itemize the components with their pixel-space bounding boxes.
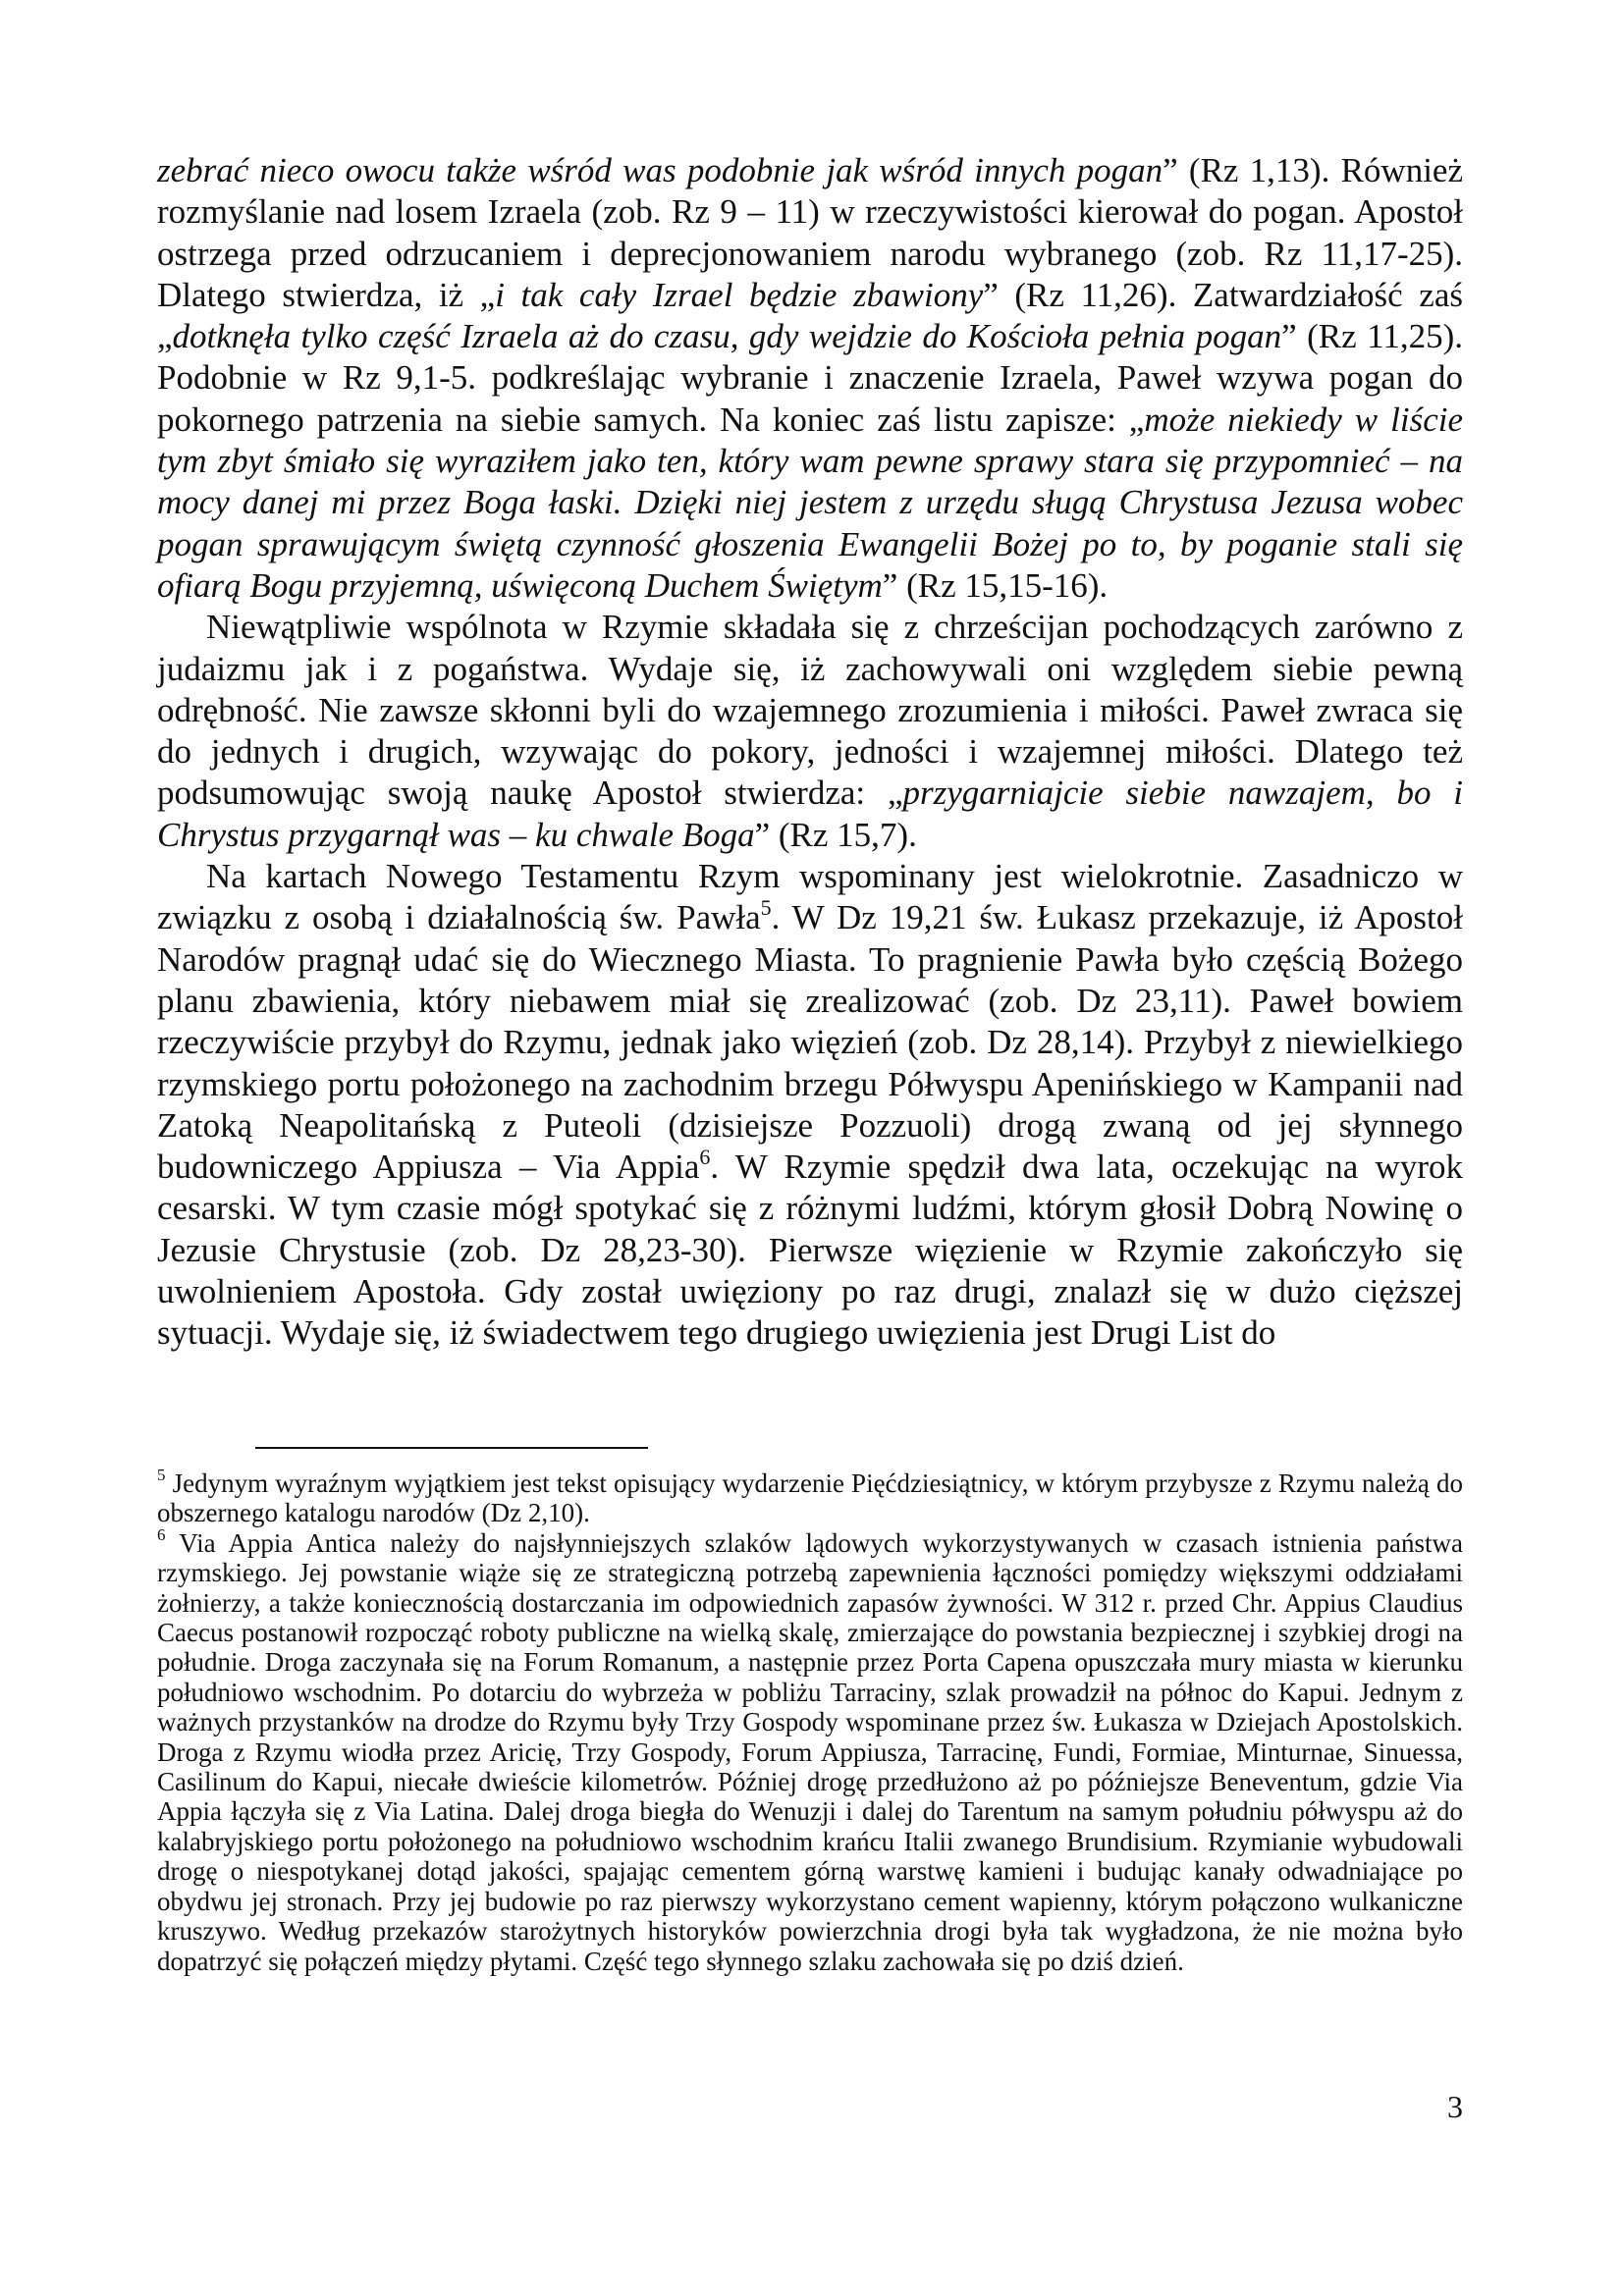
paragraph-2: [157, 607, 1463, 856]
footnote-marker: 5: [157, 1466, 166, 1484]
paragraph-1: [157, 150, 1463, 607]
footnote-text: Jedynym wyraźnym wyjątkiem jest tekst opisujący wydarzenie Pięćdziesiątnicy, w którym przybysze z Rzymu należą do obszernego katalogu narodów (Dz 2,10).: [157, 1468, 1463, 1528]
footnote-ref-5[interactable]: 5: [760, 895, 772, 921]
italic-quote: może niekiedy w liście tym zbyt śmiało się wyraziłem jako ten, który wam pewne sprawy stara się przypomnieć – na mocy danej mi przez Boga łaski. Dzięki niej jestem z urzędu sługą Chrystusa Jezusa wobec pogan sprawującym świętą czynność głoszenia Ewangelii Bożej po to, by poganie stali się ofiarą Bogu przyjemną, uświęconą Duchem Świętym: [157, 400, 1463, 605]
text-run: . W Rzymie spędził dwa lata, oczekując na wyrok cesarski. W tym czasie mógł spotykać się z różnymi ludźmi, którym głosił Dobrą Nowinę o Jezusie Chrystusie (zob. Dz 28,23-30). Pierwsze więzienie w Rzymie zakończyło się uwolnieniem Apostoła. Gdy został uwięziony po raz drugi, znalazł się w dużo cięższej sytuacji. Wydaje się, iż świadectwem tego drugiego uwięzienia jest Drugi List do: [157, 1148, 1463, 1353]
footnote-text: Via Appia Antica należy do najsłynniejszych szlaków lądowych wykorzystywanych w czasach istnienia państwa rzymskiego. Jej powstanie wiąże się ze strategiczną potrzebą zapewnienia łączności pomiędzy większymi oddziałami żołnierzy, a także koniecznością dostarczania im odpowiednich zapasów żywności. W 312 r. przed Chr. Appius Claudius Caecus postanowił rozpocząć roboty publiczne na wielką skalę, zmierzające do powstania bezpiecznej i szybkiej drogi na południe. Droga zaczynała się na Forum Romanum, a następnie przez Porta Capena opuszczała mury miasta w kierunku południowo wschodnim. Po dotarciu do wybrzeża w pobliżu Tarraciny, szlak prowadził na północ do Kapui. Jednym z ważnych przystanków na drodze do Rzymu były Trzy Gospody wspominane przez św. Łukasza w Dziejach Apostolskich. Droga z Rzymu wiodła przez Aricię, Trzy Gospody, Forum Appiusza, Tarracinę, Fundi, Formiae, Minturnae, Sinuessa, Casilinum do Kapui, niecałe dwieście kilometrów. Później drogę przedłużono aż po późniejsze Beneventum, gdzie Via Appia łączyła się z Via Latina. Dalej droga biegła do Wenuzji i dalej do Tarentum na samym południu półwyspu aż do kalabryjskiego portu położonego na południowo wschodnim krańcu Italii zwanego Brundisium. Rzymianie wybudowali drogę o niespotykanej dotąd jakości, spajając cementem górną warstwę kamieni i budując kanały odwadniające po obydwu jej stronach. Przy jej budowie po raz pierwszy wykorzystano cement wapienny, którym połączono wulkaniczne kruszywo. Według przekazów starożytnych historyków powierzchnia drogi była tak wygładzona, że nie można było dopatrzyć się połączeń między płytami. Część tego słynnego szlaku zachowała się po dziś dzień.: [157, 1527, 1463, 1976]
main-text: [157, 150, 1463, 1355]
footnotes: [157, 1468, 1463, 1976]
footnote-5: [157, 1468, 1463, 1528]
italic-quote: zebrać nieco owocu także wśród was podobnie jak wśród innych pogan: [157, 151, 1163, 189]
text-run: ” (Rz 11,26). Zatwardziałość zaś „: [157, 275, 1463, 356]
italic-quote: i tak cały Izrael będzie zbawiony: [495, 275, 984, 314]
text-run: ” (Rz 15,7).: [754, 815, 917, 854]
italic-quote: dotknęła tylko część Izraela aż do czasu, gdy wejdzie do Kościoła pełnia pogan: [172, 317, 1282, 356]
italic-quote: przygarniajcie siebie nawzajem, bo i Chrystus przygarnął was – ku chwale Boga: [157, 774, 1463, 854]
text-run: ” (Rz 15,15-16).: [882, 565, 1109, 605]
text-run: Niewątpliwie wspólnota w Rzymie składała się z chrześcijan pochodzących zarówno z judaizmu jak i z pogaństwa. Wydaje się, iż zachowywali oni względem siebie pewną odrębność. Nie zawsze skłonni byli do wzajemnego zrozumienia i miłości. Paweł zwraca się do jednych i drugich, wzywając do pokory, jedności i wzajemnej miłości. Dlatego też podsumowując swoją naukę Apostoł stwierdza: „: [157, 608, 1463, 813]
text-run: ” (Rz 1,13). Również rozmyślanie nad losem Izraela (zob. Rz 9 – 11) w rzeczywistości kierował do pogan. Apostoł ostrzega przed odrzucaniem i deprecjonowaniem narodu wybranego (zob. Rz 11,17-25). Dlatego stwierdza, iż „: [157, 151, 1463, 314]
paragraph-3: [157, 856, 1463, 1355]
text-run: . W Dz 19,21 św. Łukasz przekazuje, iż Apostoł Narodów pragnął udać się do Wiecznego Miasta. To pragnienie Pawła było częścią Bożego planu zbawienia, który niebawem miał się zrealizować (zob. Dz 23,11). Paweł bowiem rzeczywiście przybył do Rzymu, jednak jako więzień (zob. Dz 28,14). Przybył z niewielkiego rzymskiego portu położonego na zachodnim brzegu Półwyspu Apenińskiego w Kampanii nad Zatoką Neapolitańską z Puteoli (dzisiejsze Pozzuoli) drogą zwaną od jej słynnego budowniczego Appiusza – Via Appia: [157, 898, 1463, 1187]
footnote-separator: [255, 1447, 648, 1449]
footnote-marker: 6: [157, 1524, 166, 1544]
text-run: ” (Rz 11,25). Podobnie w Rz 9,1-5. podkreślając wybranie i znaczenie Izraela, Paweł wzywa pogan do pokornego patrzenia na siebie samych. Na koniec zaś listu zapisze: „: [157, 317, 1463, 439]
footnote-ref-6[interactable]: 6: [699, 1145, 711, 1170]
page-number: 3: [1447, 2089, 1463, 2124]
text-run: Na kartach Nowego Testamentu Rzym wspominany jest wielokrotnie. Zasadniczo w związku z osobą i działalnością św. Pawła: [157, 857, 1463, 937]
footnote-6: [157, 1524, 1463, 1976]
